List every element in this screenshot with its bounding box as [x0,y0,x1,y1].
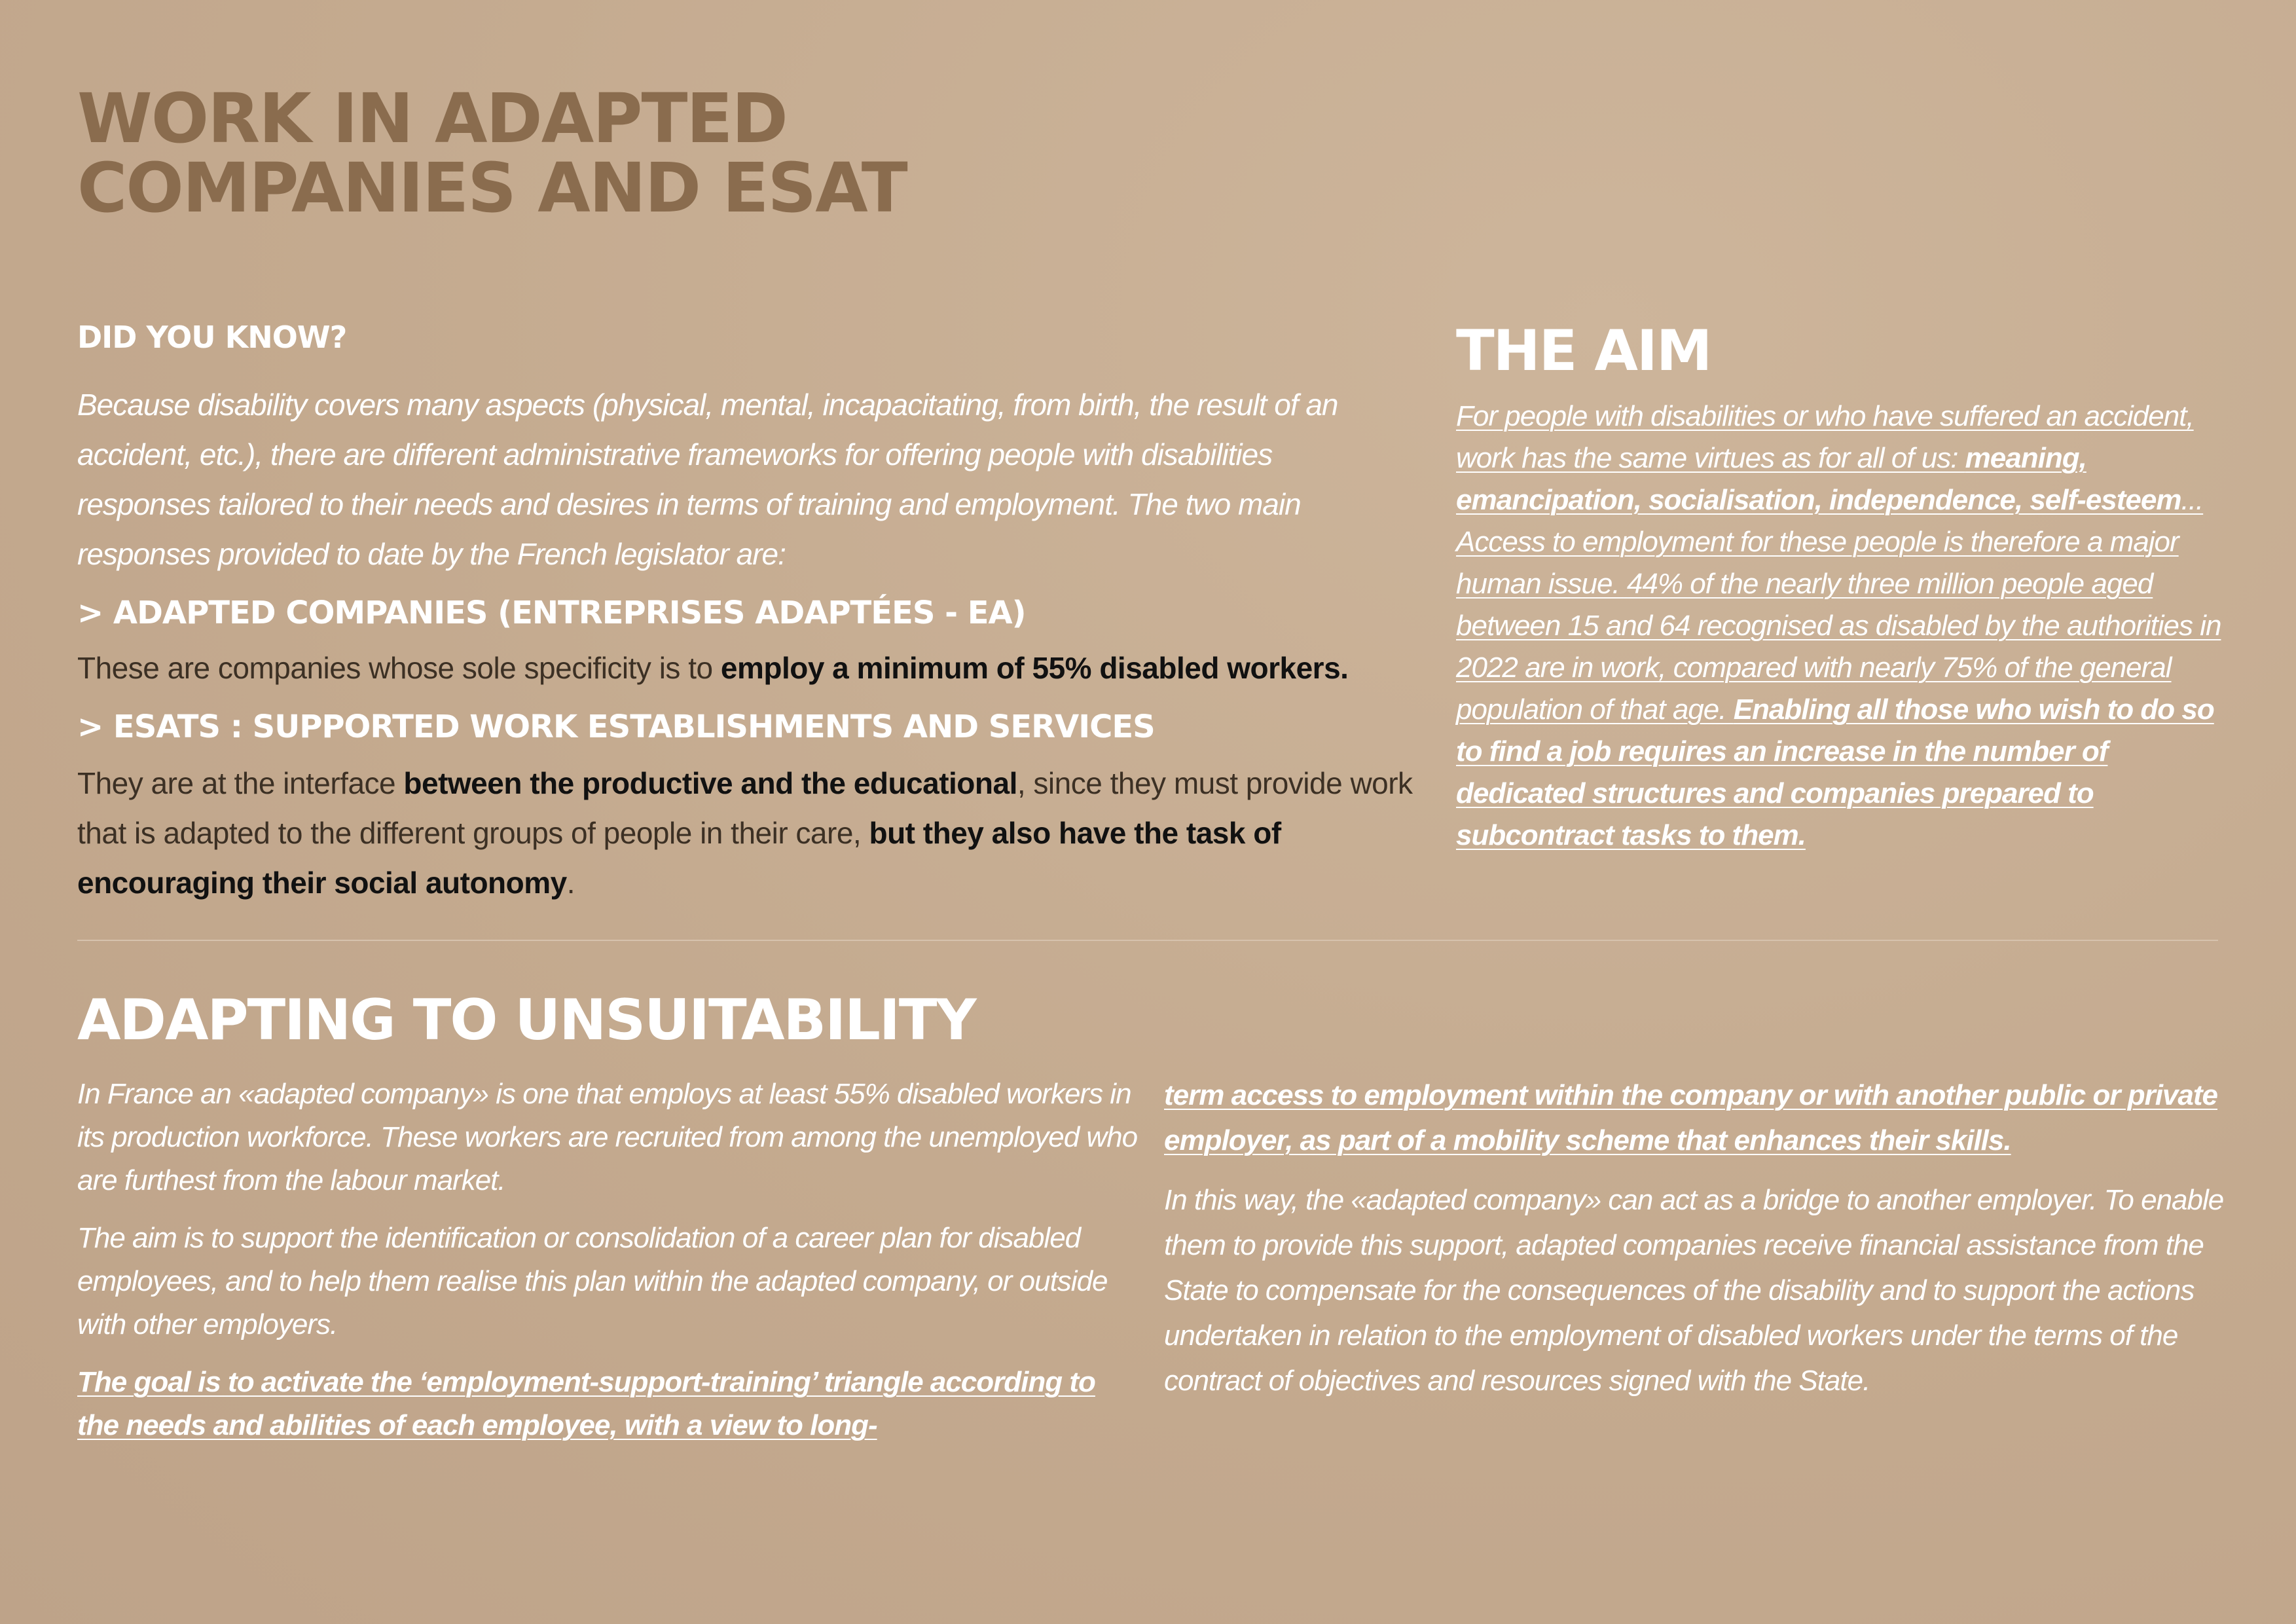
section-divider [77,940,2218,941]
esat-text-1: They are at the interface [77,766,404,800]
adapting-paragraph-3: In this way, the «adapted company» can act as a bridge to another employer. To enable them to provide this support, adapted companies receive financial assistance from the State to compensate for the consequences of the disability and to support the actions undertaken in relation to the employment of disabled workers under the terms of the contract of objectives and resources signed with the State. [1164,1184,2224,1397]
aim-text [1456,396,2229,857]
aim-text-2: meaning, emancipation, socialisation, independence, self-esteem [1456,442,2181,516]
did-you-know-intro: Because disability covers many aspects (physical, mental, incapacitating, from birth, the result of an accident, etc.), there are different administrative frameworks for offering people with disabilities responses tailored to their needs and desires in terms of training and employment. The two main responses provided to date by the French legislator are: [77,388,1338,571]
esat-text-5: . [566,866,575,900]
adapting-column-right [1164,1073,2225,1418]
aim-text-1: For people with disabilities or who have suffered an accident, work has the same virtues as for all of us: [1456,400,2194,474]
aim-text-3: ... Access to employment for these people is therefore a major human issue. 44% of the nearly three million people aged between 15 and 64 recognised as disabled by the authorities in 2022 are in work, compared with nearly 75% of the general population of that age. [1456,484,2221,726]
page-title-line-1: WORK IN ADAPTED [77,79,787,158]
aim-text-4: Enabling all those who wish to do so to find a job requires an increase in the number of dedicated structures and companies prepared to subcontract tasks to them. [1456,693,2214,851]
adapted-companies-heading: > ADAPTED COMPANIES (ENTREPRISES ADAPTÉES - EA) [77,595,1026,631]
adapting-title: ADAPTING TO UNSUITABILITY [77,987,975,1053]
esat-text [77,758,1419,908]
page-title-line-2: COMPANIES AND ESAT [77,148,907,228]
adapting-goal-part-2: term access to employment within the company or with another public or private employer, as part of a mobility scheme that enhances their skills. [1164,1079,2217,1156]
did-you-know-heading: DID YOU KNOW? [77,320,347,355]
page-title [77,79,1125,228]
esat-text-3: , since they must provide work that is adapted to the different groups of people in their care, [77,766,1413,850]
adapting-paragraph-1: In France an «adapted company» is one that employs at least 55% disabled workers in its production workforce. These workers are recruited from among the unemployed who are furthest from the labour market. [77,1078,1138,1196]
adapting-column-left [77,1073,1138,1462]
adapting-paragraph-2: The aim is to support the identification or consolidation of a career plan for disabled employees, and to help them realise this plan within the adapted company, or outside with other employers. [77,1222,1108,1340]
adapted-companies-text [77,643,1439,693]
adapting-goal-part-1: The goal is to activate the ‘employment-support-training’ triangle according to the needs and abilities of each employee, with a view to long- [77,1366,1095,1441]
adapted-companies-text-bold: employ a minimum of 55% disabled workers. [720,651,1349,685]
esat-text-4: but they also have the task of encouraging their social autonomy [77,816,1281,900]
esat-text-2: between the productive and the educational [403,766,1017,800]
aim-title: THE AIM [1456,318,1711,384]
esat-heading: > ESATS : SUPPORTED WORK ESTABLISHMENTS AND SERVICES [77,709,1155,745]
adapted-companies-text-plain: These are companies whose sole specificity is to [77,651,721,685]
